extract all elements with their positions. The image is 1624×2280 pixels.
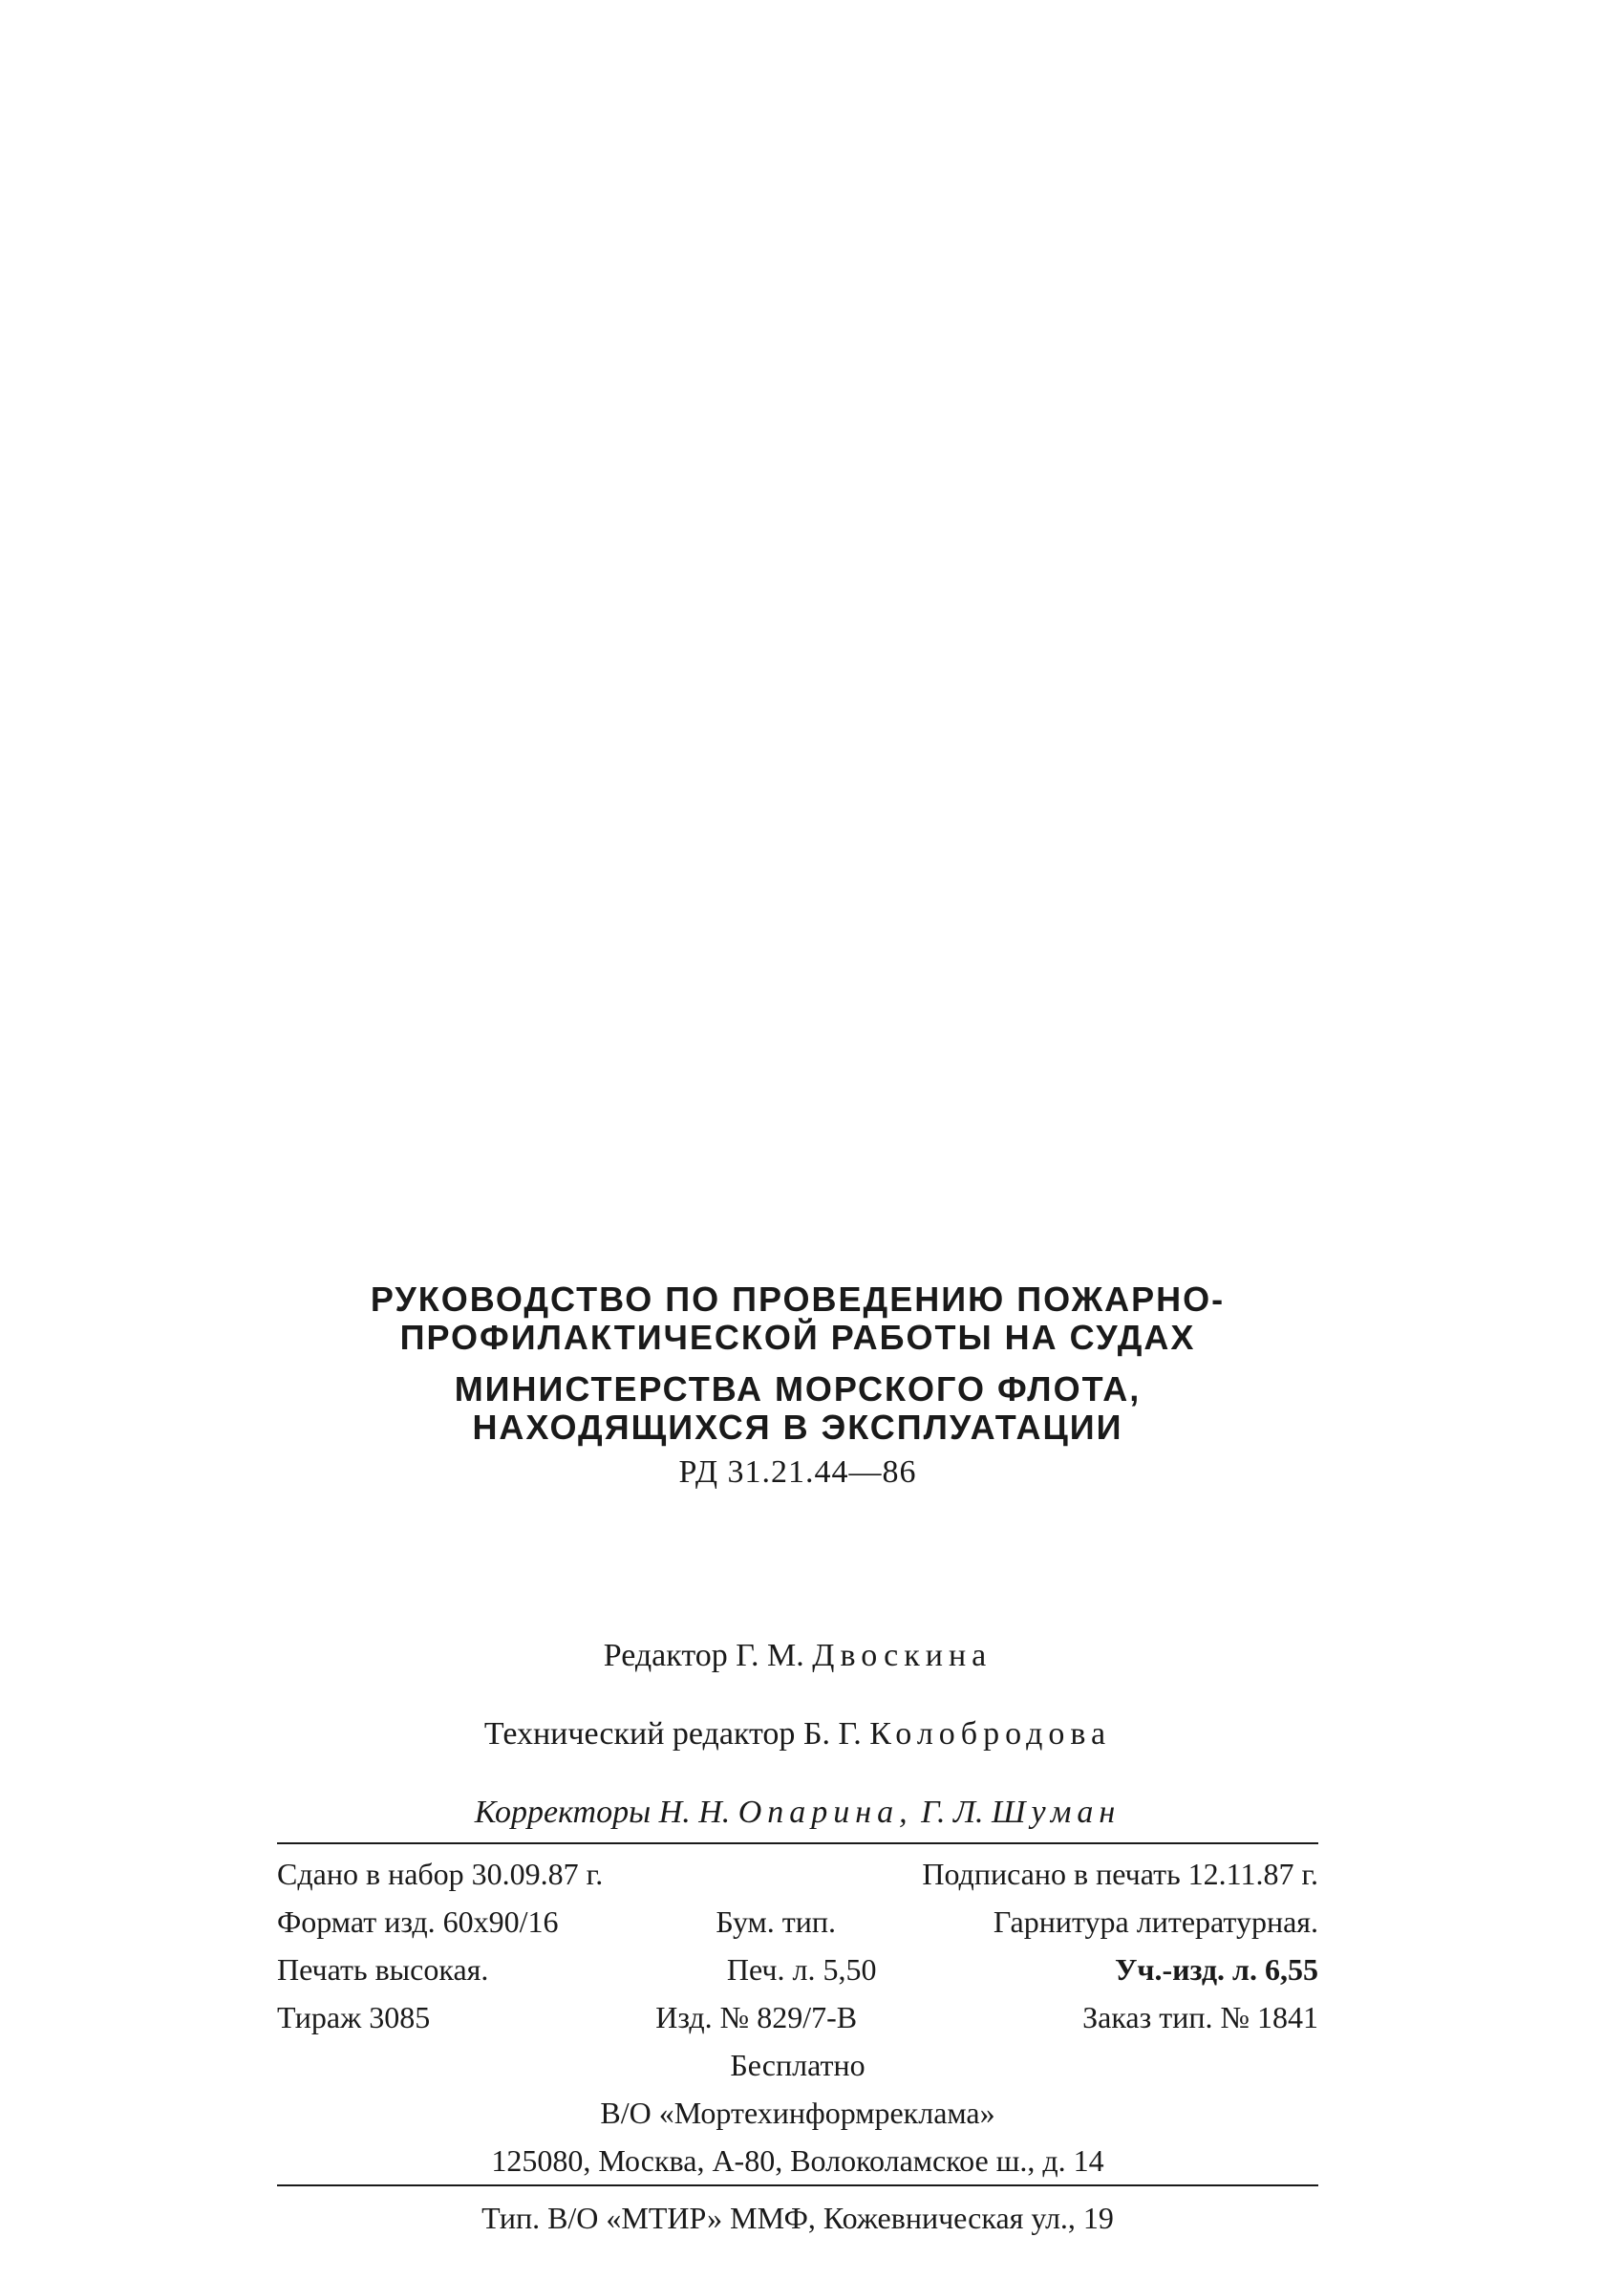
correctors-credit [277,1791,1318,1835]
publication-data [277,1844,1318,2184]
printer-info: Тип. В/О «МТИР» ММФ, Кожевническая ул., 19 [481,2201,1114,2235]
pub-row-sheets [277,1946,1318,1993]
title-line-1: РУКОВОДСТВО ПО ПРОВЕДЕНИЮ ПОЖАРНО- [370,1280,1226,1319]
paper: Бум. тип. [716,1904,836,1939]
pub-row-address [277,2137,1318,2184]
corrector2-initials: Г. Л. [921,1795,984,1830]
tech-editor-initials: Б. Г. [802,1716,862,1752]
tech-editor-role: Технический редактор [483,1716,796,1752]
editor-initials: Г. М. [736,1638,804,1673]
pub-row-format [277,1898,1318,1946]
price: Бесплатно [730,2048,865,2082]
format: Формат изд. 60х90/16 [277,1904,559,1939]
typeset-date: Сдано в набор 30.09.87 г. [277,1857,604,1891]
publisher: В/О «Мортехинформреклама» [600,2096,995,2130]
editor-credit [277,1634,1318,1678]
corrector1-name: Опарина, [737,1795,913,1830]
title-line-4: НАХОДЯЩИХСЯ В ЭКСПЛУАТАЦИИ [472,1408,1123,1447]
corrector2-name: Шуман [991,1795,1122,1830]
print-type: Печать высокая. [277,1952,489,1987]
edition-number: Изд. № 829/7-В [655,2000,858,2034]
credits [277,1634,1318,1835]
title-line-2: ПРОФИЛАКТИЧЕСКОЙ РАБОТЫ НА СУДАХ [399,1318,1196,1357]
pub-row-publisher [277,2089,1318,2137]
editor-name: Двоскина [812,1638,993,1673]
pub-row-run [277,1993,1318,2041]
print-sheets: Печ. л. 5,50 [726,1952,877,1987]
pub-row-price [277,2041,1318,2089]
correctors-role: Корректоры [474,1795,652,1830]
publisher-address: 125080, Москва, А-80, Волоколамское ш., д. 14 [491,2143,1104,2178]
typeface: Гарнитура литературная. [993,1904,1318,1939]
print-signed-date: Подписано в печать 12.11.87 г. [922,1857,1318,1891]
order-number: Заказ тип. № 1841 [1082,2000,1318,2034]
corrector1-initials: Н. Н. [658,1795,731,1830]
print-run: Тираж 3085 [277,2000,431,2034]
editor-role: Редактор [603,1638,728,1673]
document-code: РД 31.21.44—86 [678,1454,917,1490]
tech-editor-credit [277,1712,1318,1756]
tech-editor-name: Колобродова [869,1716,1112,1752]
pub-row-dates [277,1850,1318,1898]
document-title [277,1280,1318,1447]
colophon [277,1280,1318,2242]
pub-sheets: Уч.-изд. л. 6,55 [1114,1952,1318,1987]
title-line-3: МИНИСТЕРСТВА МОРСКОГО ФЛОТА, [454,1369,1142,1409]
